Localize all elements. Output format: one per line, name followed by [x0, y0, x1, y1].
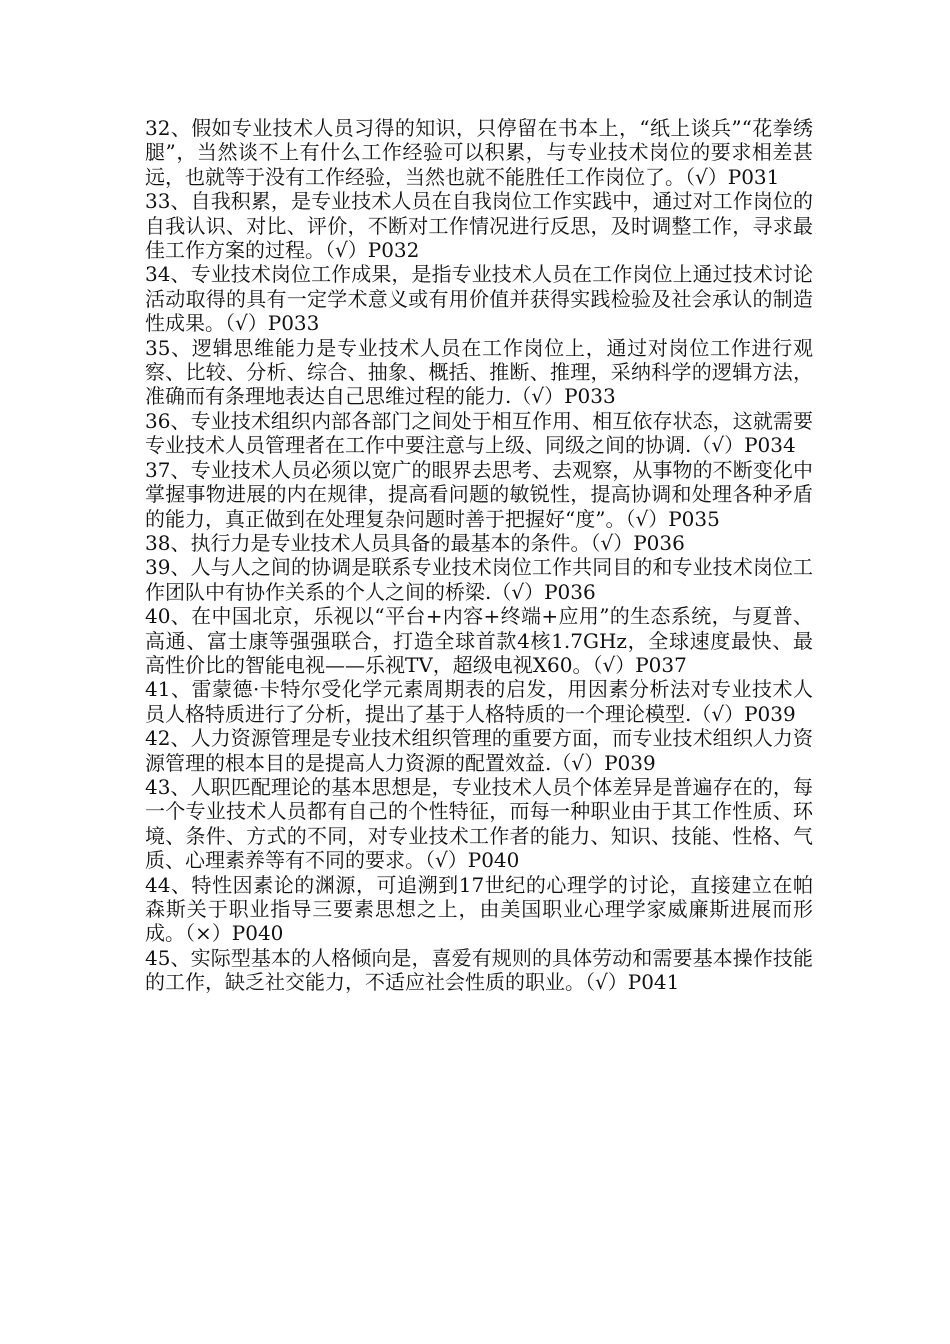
- question-item-43: 43、人职匹配理论的基本思想是，专业技术人员个体差异是普遍存在的，每一个专业技术人员都有自己的个性特征，而每一种职业由于其工作性质、环境、条件、方式的不同，对专业技术工作者的能力、知识、技能、性格、气质、心理素养等有不同的要求。（√）P040: [145, 774, 813, 873]
- question-item-32: 32、假如专业技术人员习得的知识，只停留在书本上，“纸上谈兵”“花拳绣腿”，当然谈不上有什么工作经验可以积累，与专业技术岗位的要求相差甚远，也就等于没有工作经验，当然也就不能胜任工作岗位了。（√）P031: [145, 116, 813, 189]
- question-item-38: 38、执行力是专业技术人员具备的最基本的条件。（√）P036: [145, 530, 685, 555]
- question-item-33: 33、自我积累，是专业技术人员在自我岗位工作实践中，通过对工作岗位的自我认识、对比、评价，不断对工作情况进行反思，及时调整工作，寻求最佳工作方案的过程。（√）P032: [145, 189, 813, 263]
- question-item-37: 37、专业技术人员必须以宽广的眼界去思考、去观察，从事物的不断变化中掌握事物进展的内在规律，提高看问题的敏锐性，提高协调和处理各种矛盾的能力，真正做到在处理复杂问题时善于把握好“度”。（√）P035: [145, 457, 813, 531]
- question-item-34: 34、专业技术岗位工作成果，是指专业技术人员在工作岗位上通过技术讨论活动取得的具有一定学术意义或有用价值并获得实践检验及社会承认的制造性成果。（√）P033: [145, 262, 813, 336]
- question-item-42: 42、人力资源管理是专业技术组织管理的重要方面，而专业技术组织人力资源管理的根本目的是提高人力资源的配置效益.（√）P039: [145, 726, 813, 775]
- question-item-36: 36、专业技术组织内部各部门之间处于相互作用、相互依存状态，这就需要专业技术人员管理者在工作中要注意与上级、同级之间的协调.（√）P034: [145, 408, 813, 458]
- question-item-41: 41、雷蒙德·卡特尔受化学元素周期表的启发，用因素分析法对专业技术人员人格特质进行了分析，提出了基于人格特质的一个理论模型.（√）P039: [145, 677, 813, 726]
- question-item-39: 39、人与人之间的协调是联系专业技术岗位工作共同目的和专业技术岗位工作团队中有协作关系的个人之间的桥梁.（√）P036: [145, 555, 813, 604]
- document-body: [145, 116, 813, 995]
- question-item-44: 44、特性因素论的渊源，可追溯到17世纪的心理学的讨论，直接建立在帕森斯关于职业指导三要素思想之上，由美国职业心理学家威廉斯进展而形成。（×）P040: [145, 872, 813, 946]
- question-item-45: 45、实际型基本的人格倾向是，喜爱有规则的具体劳动和需要基本操作技能的工作，缺乏社交能力，不适应社会性质的职业。（√）P041: [145, 945, 813, 995]
- question-item-35: 35、逻辑思维能力是专业技术人员在工作岗位上，通过对岗位工作进行观察、比较、分析、综合、抽象、概括、推断、推理，采纳科学的逻辑方法，准确而有条理地表达自己思维过程的能力.（√）P033: [145, 335, 813, 409]
- question-item-40: 40、在中国北京，乐视以“平台+内容+终端+应用”的生态系统，与夏普、高通、富士康等强强联合，打造全球首款4核1.7GHz，全球速度最快、最高性价比的智能电视——乐视TV，超级电视X60。（√）P037: [145, 604, 813, 677]
